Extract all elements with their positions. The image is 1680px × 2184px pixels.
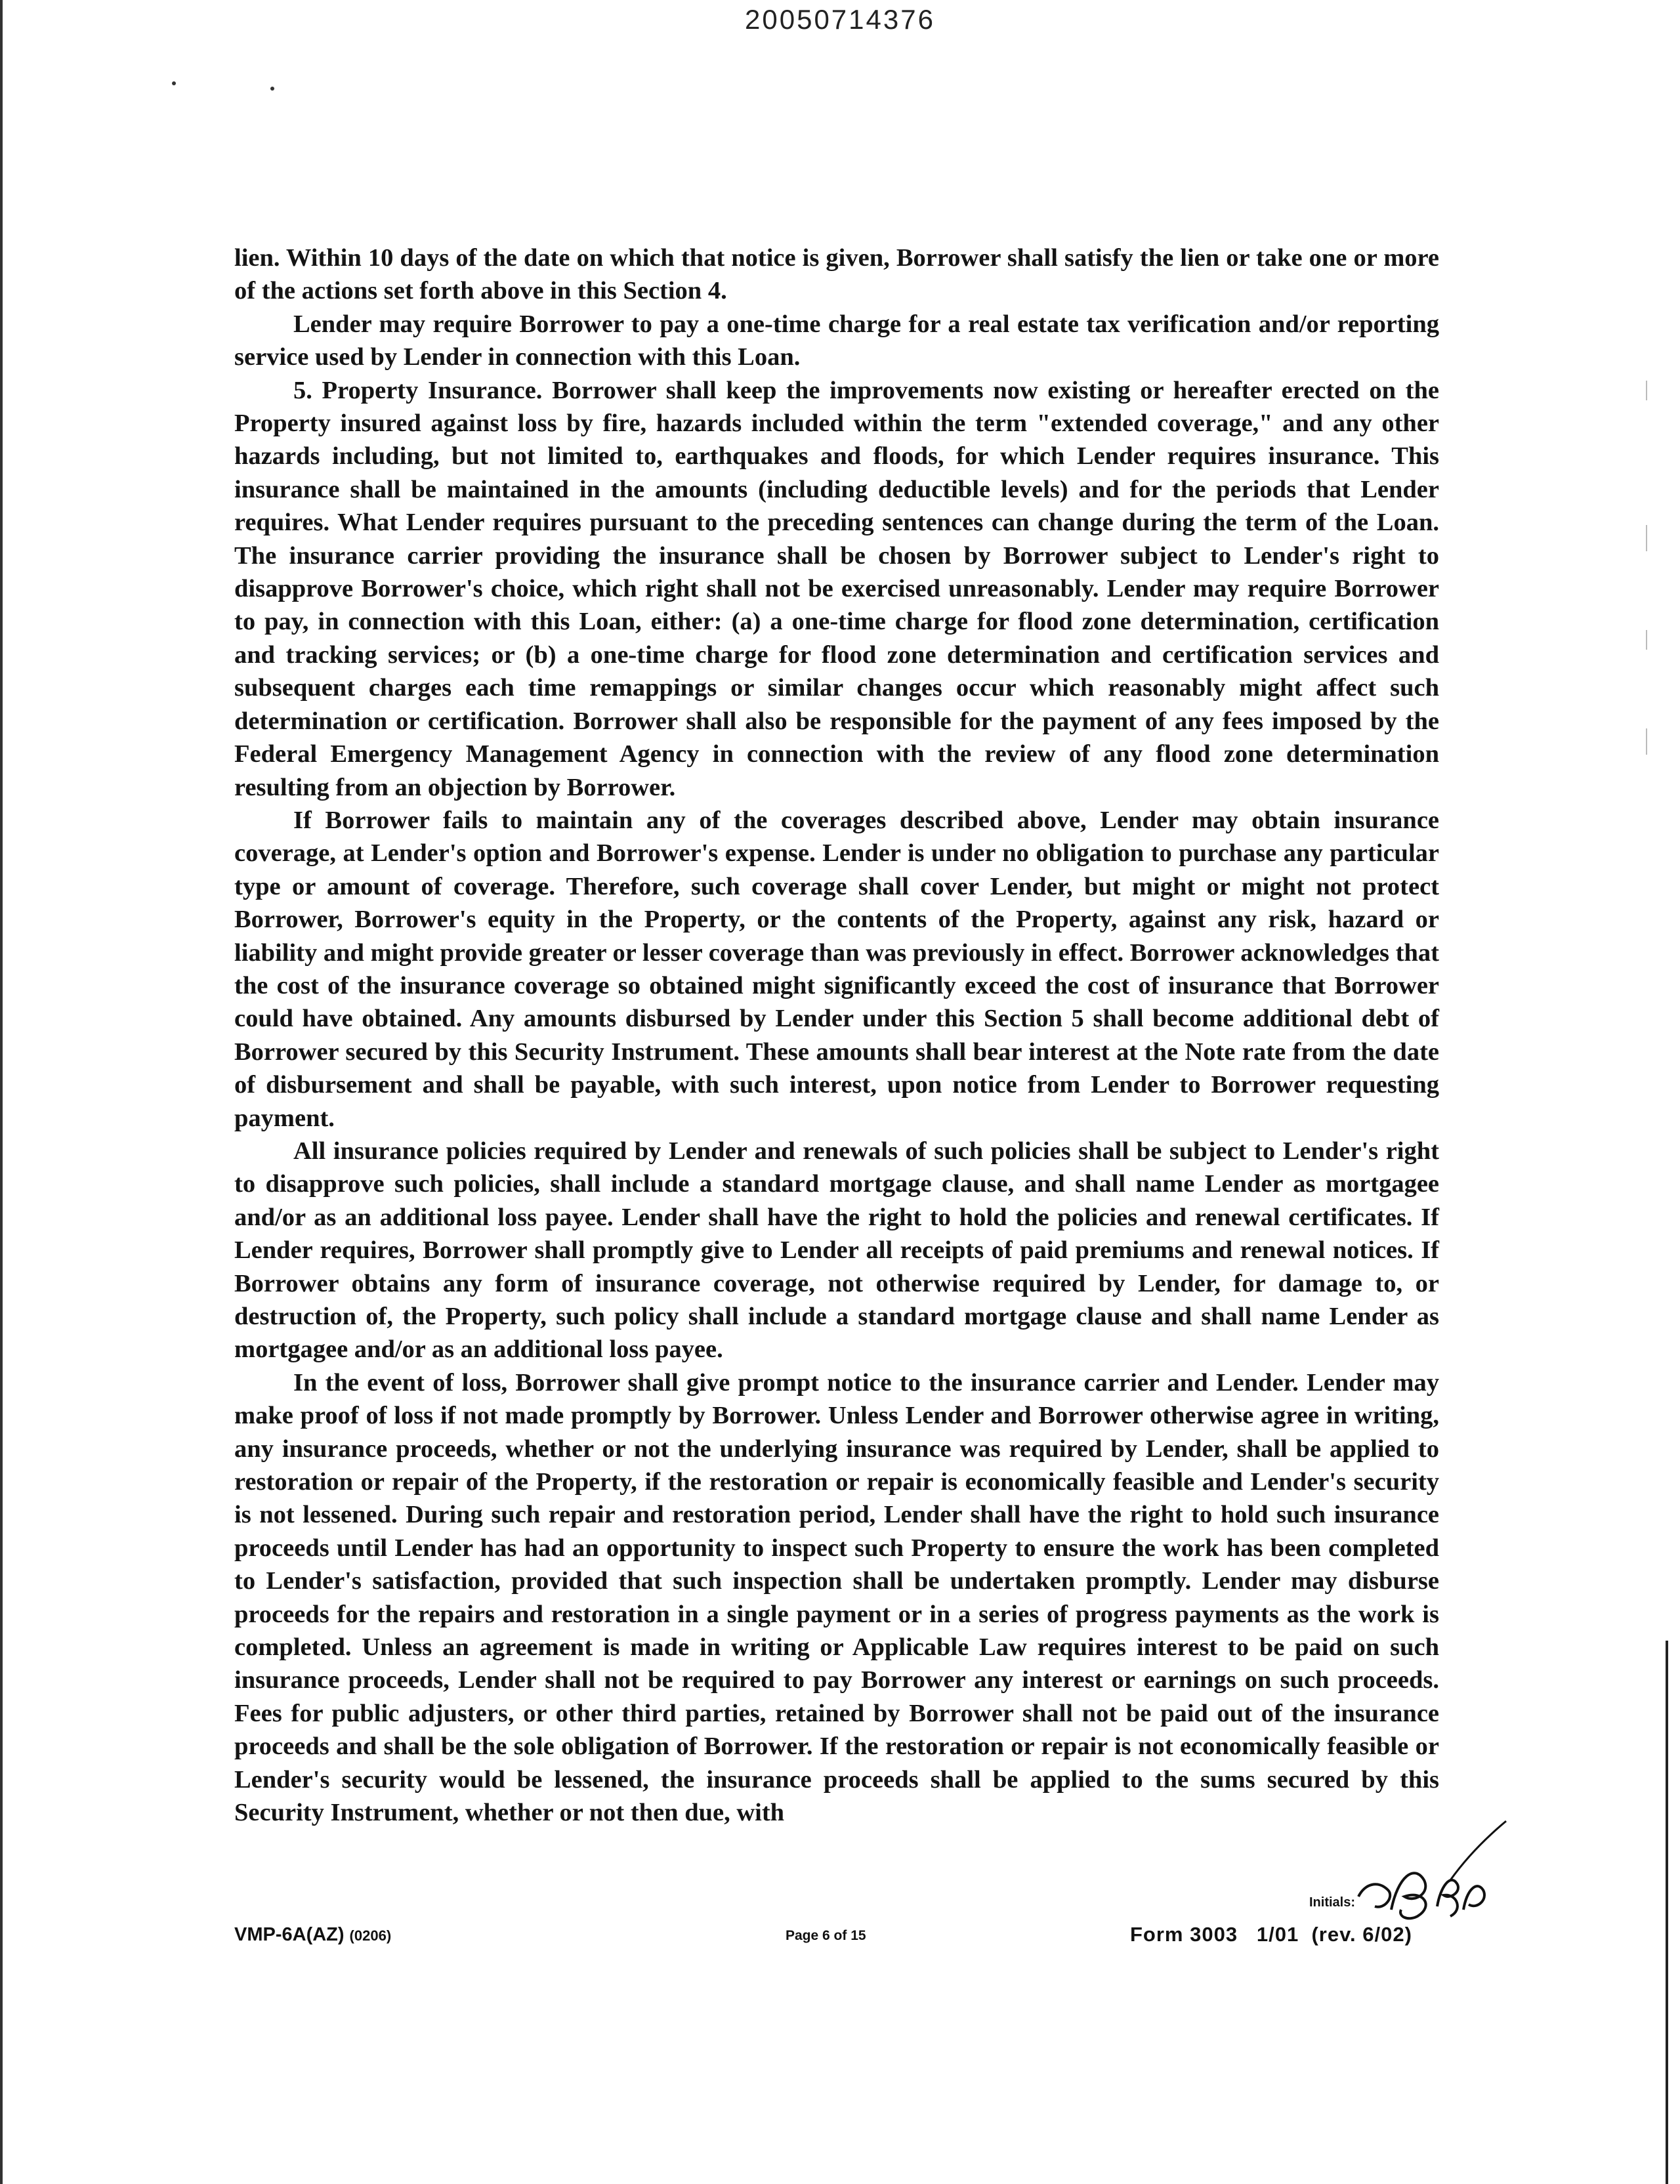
paragraph-text: In the event of loss, Borrower shall give prompt notice to the insurance carrier and Lender. Lender may make proof of loss if not made promptly by Borrower. Unless Lender and Borrower otherwise agree in writing, any insurance proceeds, whether or not the underlying insurance was required by Lender, shall be applied to restoration or repair of the Property, if the restoration or repair is economically feasible and Lender's security is not lessened. During such repair and restoration period, Lender shall have the right to hold such insurance proceeds until Lender has had an opportunity to inspect such Property to ensure the work has been completed to Lender's satisfaction, provided that such inspection shall be undertaken promptly. Lender may disburse proceeds for the repairs and restoration in a single payment or in a series of progress payments as the work is completed. Unless an agreement is made in writing or Applicable Law requires interest to be paid on such insurance proceeds, Lender shall not be required to pay Borrower any interest or earnings on such proceeds. Fees for public adjusters, or other third parties, retained by Borrower shall not be paid out of the insurance proceeds and shall be the sole obligation of Borrower. If the restoration or repair is not economically feasible or Lender's security would be lessened, the insurance proceeds shall be applied to the sums secured by this Security Instrument, whether or not then due, with <box>234 1368 1439 1827</box>
scan-mark <box>1646 525 1647 551</box>
paragraph-text: If Borrower fails to maintain any of the coverages described above, Lender may obtain insurance coverage, at Lender's option and Borrower's expense. Lender is under no obligation to purchase any particular type or amount of coverage. Therefore, such coverage shall cover Lender, but might or might not protect Borrower, Borrower's equity in the Property, or the contents of the Property, against any risk, hazard or liability and might provide greater or lesser coverage than was previously in effect. Borrower acknowledges that the cost of the insurance coverage so obtained might significantly exceed the cost of insurance that Borrower could have obtained. Any amounts disbursed by Lender under this Section 5 shall become additional debt of Borrower secured by this Security Instrument. These amounts shall bear interest at the Note rate from the date of disbursement and shall be payable, with such interest, upon notice from Lender to Borrower requesting payment. <box>234 806 1439 1132</box>
page-number: Page 6 of 15 <box>786 1928 866 1943</box>
paragraph <box>234 374 1439 804</box>
paragraph-text: All insurance policies required by Lender and renewals of such policies shall be subject to Lender's right to disapprove such policies, shall include a standard mortgage clause, and shall name Lender as mortgagee and/or as an additional loss payee. Lender shall have the right to hold the policies and renewal certificates. If Lender requires, Borrower shall promptly give to Lender all receipts of paid premiums and renewal notices. If Borrower obtains any form of insurance coverage, not otherwise required by Lender, for damage to, or destruction of, the Property, such policy shall include a standard mortgage clause and shall name Lender as mortgagee and/or as an additional loss payee. <box>234 1137 1439 1364</box>
paragraph-text: lien. Within 10 days of the date on which that notice is given, Borrower shall satisfy the lien or take one or more of the actions set forth above in this Section 4. <box>234 244 1439 305</box>
paragraph <box>234 1366 1439 1830</box>
scan-mark <box>1646 381 1647 400</box>
form-code-text: VMP-6A(AZ) <box>234 1924 345 1945</box>
paragraph <box>234 308 1439 374</box>
scan-mark <box>1646 630 1647 650</box>
paragraph <box>234 804 1439 1135</box>
paragraph <box>234 242 1439 308</box>
scan-speck <box>172 81 176 85</box>
scan-mark <box>1646 728 1647 755</box>
scan-speck <box>270 87 274 91</box>
scan-right-border <box>1666 1641 1668 2184</box>
document-body <box>234 242 1439 1830</box>
handwritten-initials-signature <box>1352 1818 1509 1929</box>
paragraph <box>234 1135 1439 1366</box>
section-heading: 5. Property Insurance. <box>293 376 543 404</box>
recording-number: 20050714376 <box>745 4 935 35</box>
paragraph-text: Borrower shall keep the improvements now existing or hereafter erected on the Property insured against loss by fire, hazards included within the term "extended coverage," and any other hazards including, but not limited to, earthquakes and floods, for which Lender requires insurance. This insurance shall be maintained in the amounts (including deductible levels) and for the periods that Lender requires. What Lender requires pursuant to the preceding sentences can change during the term of the Loan. The insurance carrier providing the insurance shall be chosen by Borrower subject to Lender's right to disapprove Borrower's choice, which right shall not be exercised unreasonably. Lender may require Borrower to pay, in connection with this Loan, either: (a) a one-time charge for flood zone determination, certification and tracking services; or (b) a one-time charge for flood zone determination and certification services and subsequent charges each time remappings or similar changes occur which reasonably might affect such determination or certification. Borrower shall also be responsible for the payment of any fees imposed by the Federal Emergency Management Agency in connection with the review of any flood zone determination resulting from an objection by Borrower. <box>234 376 1439 801</box>
form-code <box>234 1924 391 1946</box>
scan-left-border <box>0 0 3 2184</box>
initials-label: Initials: <box>1309 1895 1356 1910</box>
form-number: Form 3003 1/01 (rev. 6/02) <box>1130 1923 1412 1946</box>
paragraph-text: Lender may require Borrower to pay a one-time charge for a real estate tax verification and/or reporting service used by Lender in connection with this Loan. <box>234 310 1439 371</box>
form-code-suffix: (0206) <box>349 1927 392 1944</box>
